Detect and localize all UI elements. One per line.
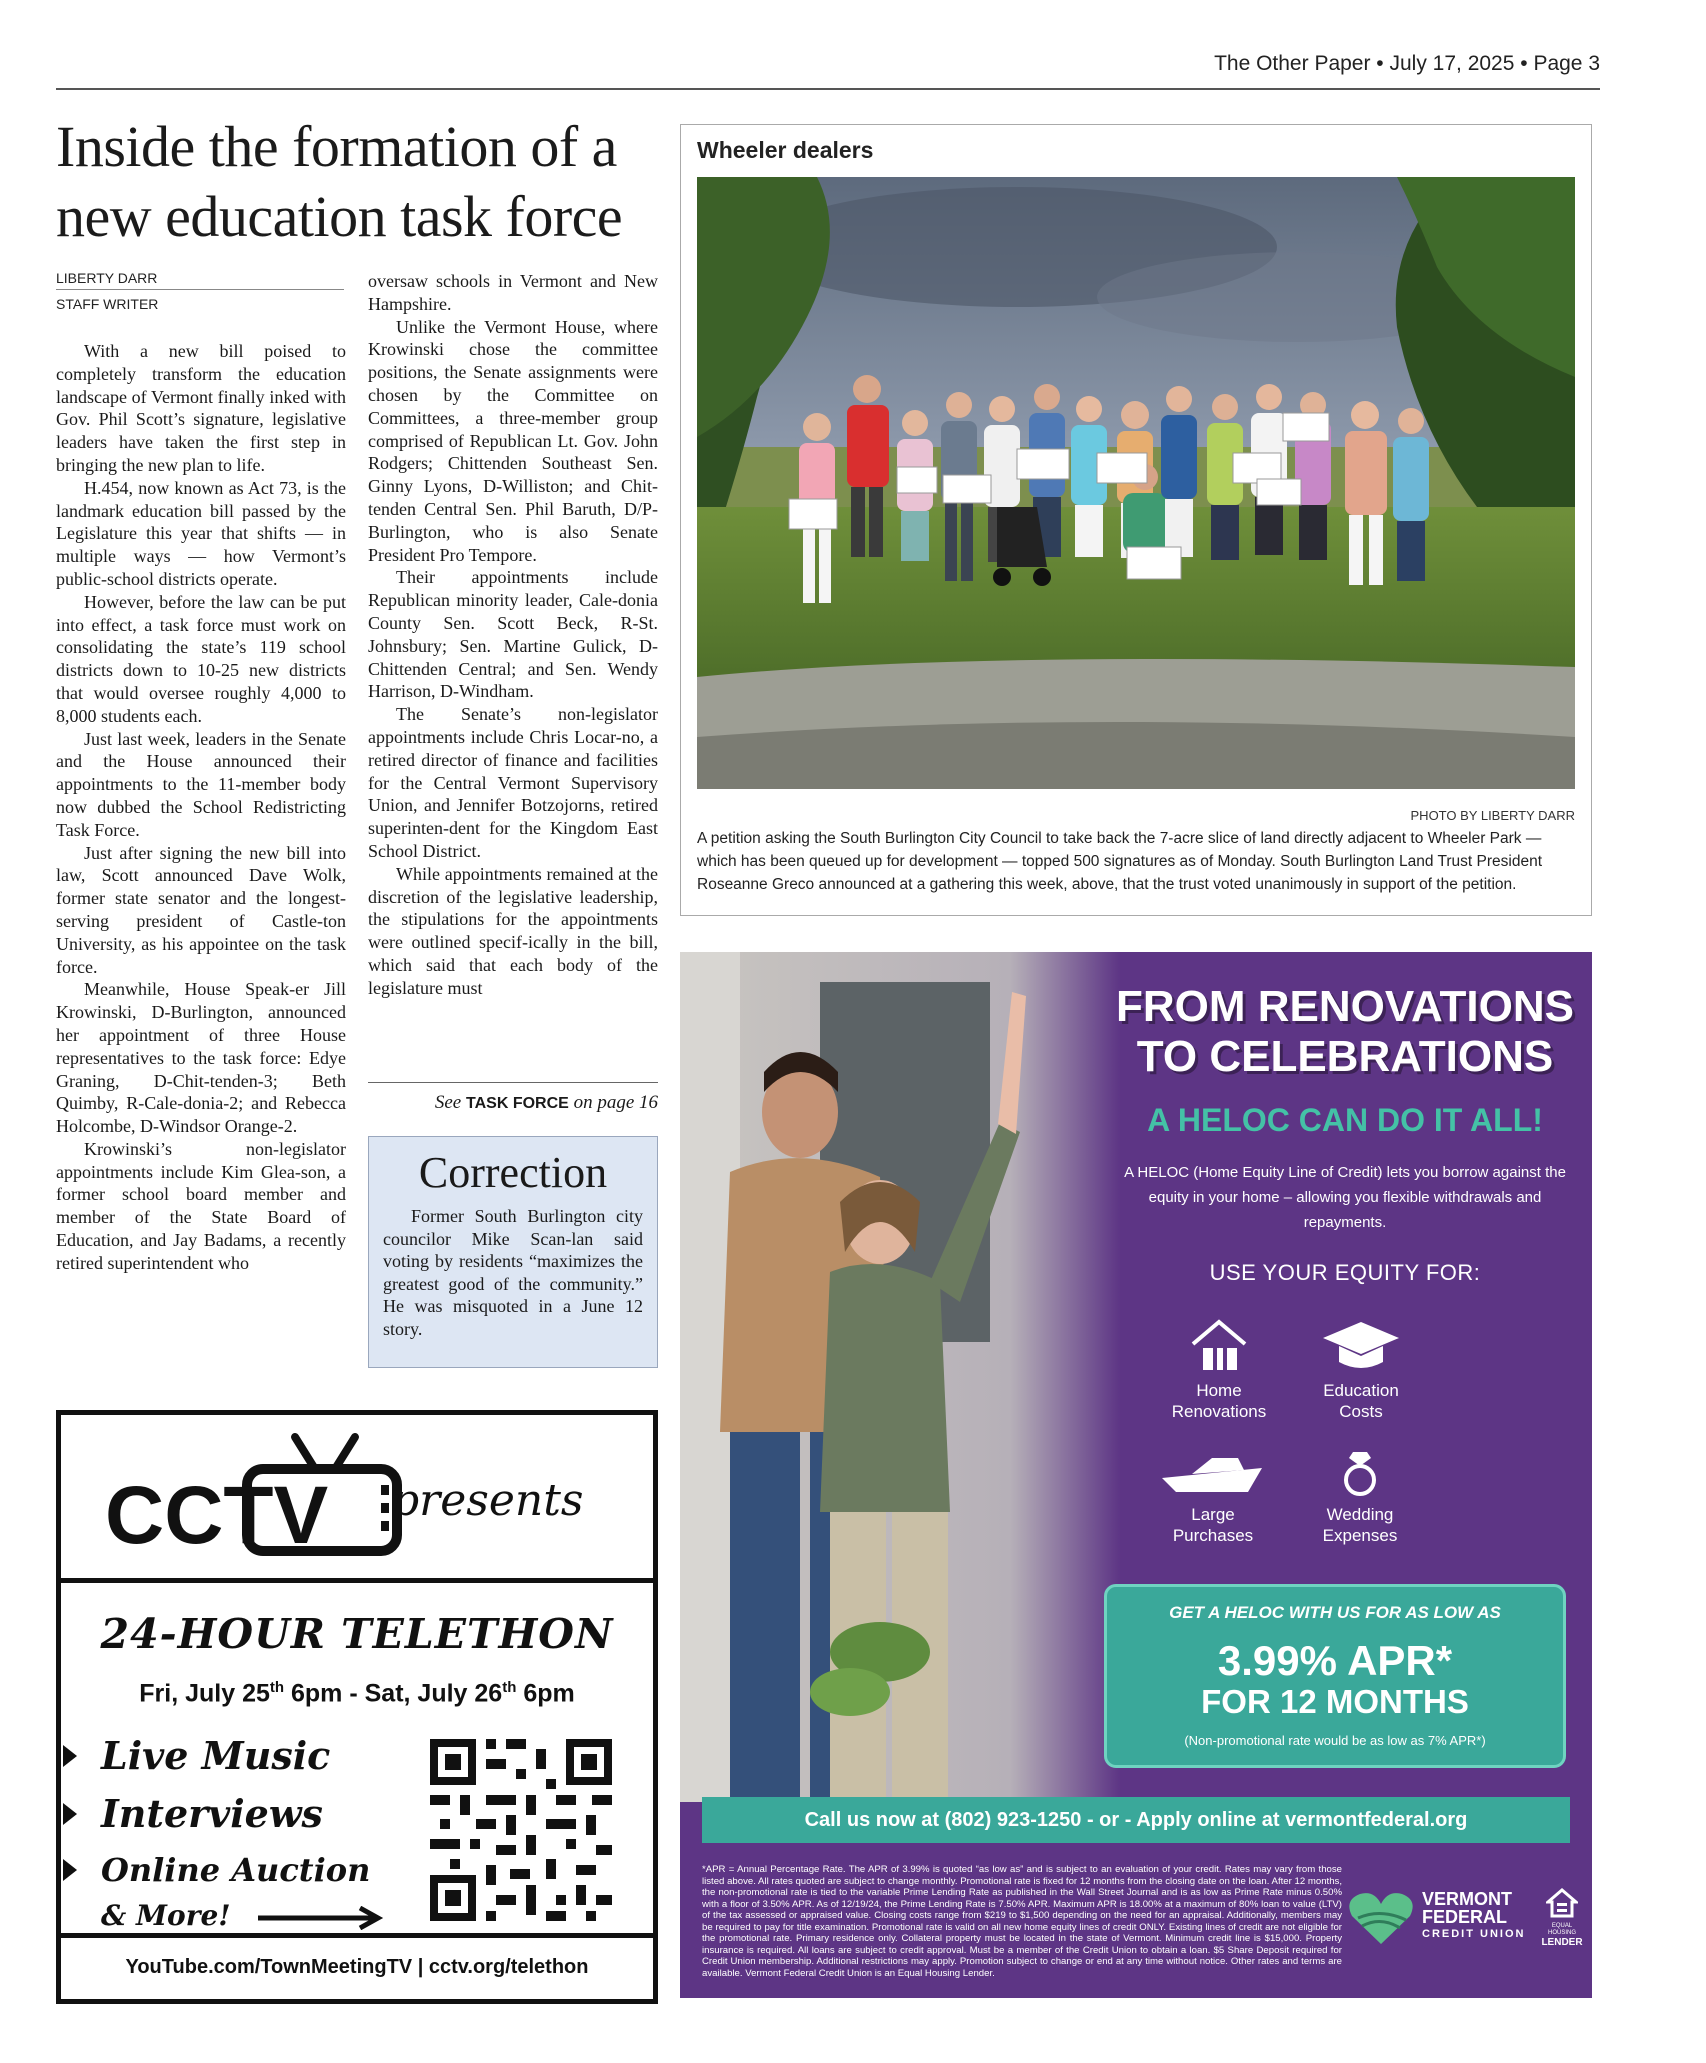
use-line-2: Costs	[1339, 1402, 1383, 1421]
cctv-tv-logo	[105, 1425, 435, 1575]
boat-icon	[1158, 1448, 1268, 1498]
photo-title: Wheeler dealers	[697, 137, 874, 163]
cctv-logo-area	[61, 1415, 653, 1583]
heloc-advertisement[interactable]	[680, 952, 1592, 1998]
feature-live-music: Live Music	[101, 1733, 331, 1778]
heart-logo-icon	[1348, 1890, 1414, 1946]
paragraph: Their appointments include Republican minority leader, Cale-donia County Sen. Scott Beck, R-St. Johnsbury; Sen. Martine Gulick, D-Chittenden Central; and Sen. Wendy Harrison, D-Windham.	[368, 567, 658, 702]
paragraph: Just last week, leaders in the Senate and the House announced their appointments to the 11-member body now dubbed the School Redistricting Task Force.	[56, 728, 346, 840]
byline-title: STAFF WRITER	[56, 296, 159, 312]
date-start-suffix: th	[269, 1679, 285, 1696]
use-wedding-expenses	[1285, 1448, 1435, 1546]
ring-icon	[1335, 1448, 1385, 1498]
jump-see: See	[434, 1092, 462, 1113]
logo-line-3: CREDIT UNION	[1422, 1928, 1526, 1940]
paragraph: With a new bill poised to completely transform the education landscape of Vermont finally inked with Gov. Phil Scott’s signature, legislative leaders have taken the first step in bringing the new plan to life.	[56, 341, 346, 475]
use-line-1: Large	[1191, 1505, 1235, 1524]
more-label: & More!	[101, 1899, 231, 1932]
logo-name	[1422, 1890, 1512, 1926]
paragraph: The Senate’s non-legislator appointments include Chris Locar-no, a retired director of finance and facilities for the Central Vermont Supervisory Union, and Jennifer Botzojorns, retired superinten-dent for the Kingdom East School District.	[368, 704, 658, 861]
feature-interviews: Interviews	[101, 1791, 323, 1836]
house-tools-icon	[1189, 1318, 1249, 1374]
cctv-links[interactable]: YouTube.com/TownMeetingTV | cctv.org/telethon	[61, 1933, 653, 1999]
article-column-1	[56, 340, 346, 1275]
offer-intro: GET A HELOC WITH US FOR AS LOW AS	[1169, 1603, 1501, 1622]
group-photo	[697, 177, 1575, 789]
call-apply-banner[interactable]: Call us now at (802) 923-1250 - or - Apply online at vermontfederal.org	[702, 1797, 1570, 1843]
paragraph: Meanwhile, House Speak-er Jill Krowinski, D-Burlington, announced her appointment of three House representatives to the task force: Edye Graning, D-Chit-tenden-3; Beth Quimby, R-Cale-donia-2; and Rebecca Holcombe, D-Windsor Orange-2.	[56, 979, 346, 1137]
paragraph: H.454, now known as Act 73, is the landmark education bill passed by the Legislature this year that shifts — in multiple ways — how Vermont’s public-school districts operate.	[56, 477, 346, 589]
paragraph: Just after signing the new bill into law, Scott announced Dave Wolk, former state senator and the longest-serving president of Castle-ton University, as his appointee on the task force.	[56, 842, 346, 977]
equal-housing-lender	[1540, 1888, 1584, 1948]
cctv-logo-text: CCTV	[105, 1470, 329, 1561]
page-header	[56, 50, 1600, 90]
ehl-line-1: EQUAL HOUSING	[1547, 1923, 1576, 1936]
cctv-telethon-ad[interactable]	[56, 1410, 658, 2004]
telethon-title: 24-HOUR TELETHON	[100, 1610, 614, 1658]
jump-page: on page 16	[573, 1092, 658, 1113]
couple-photo	[680, 952, 1120, 1802]
qr-code-icon[interactable]	[426, 1735, 616, 1925]
graduation-cap-icon	[1321, 1318, 1401, 1374]
use-line-2: Renovations	[1171, 1402, 1267, 1421]
use-line-2: Expenses	[1322, 1526, 1398, 1545]
ad-subheadline: A HELOC CAN DO IT ALL!	[1147, 1102, 1543, 1138]
fine-print: *APR = Annual Percentage Rate. The APR of 3.99% is quoted “as low as” and is subject to an evaluation of your credit. Rates may vary from those listed above. All rates quoted are subject to change monthly. Promotional rate is fixed for 12 months from the closing date on the loan. After 12 months, the non-promotional rate is tied to the variable Prime Lending Rate as published in the Wall Street Journal and is as low as Prime Rate minus 0.50% with a floor of 3.50% APR. As of 12/19/24, the Prime Lending Rate is 7.50% APR. Maximum APR is 18.00% at a maximum of 80% loan to value (LTV) of the tax assessed or appraised value. Closing costs range from $219 to $1,500 depending on the need for an appraisal. Additionally, members may be required to pay for title examination. Promotional rate is valid on all new home equity lines of credit ONLY. Existing lines of credit are not eligible for the promotional rate. Primary residence only. Collateral property must be located in the state of Vermont. Minimum credit line is $15,000. Property insurance is required. All loans are subject to credit approval. Must be a member of the Credit Union to obtain a loan. $5 Share Deposit required for Credit Union membership. Additional restrictions may apply. Promotion subject to change or end at any time without notice. Other rates and terms are available. Vermont Federal Credit Union is an Equal Housing Lender.	[702, 1864, 1342, 1979]
offer-note: (Non-promotional rate would be as low as 7% APR*)	[1184, 1733, 1486, 1748]
use-line-2: Purchases	[1172, 1526, 1254, 1545]
photo-feature	[680, 124, 1592, 916]
date-end: 6pm	[516, 1679, 575, 1708]
ad-use-heading: USE YOUR EQUITY FOR:	[1209, 1260, 1481, 1285]
date-end-suffix: th	[502, 1679, 517, 1696]
ehl-line-2: LENDER	[1541, 1937, 1583, 1948]
paragraph: Krowinski’s non-legislator appointments include Kim Glea-son, a former school board member and member of the State Board of Education, and Jay Badams, a recently retired superintendent who	[56, 1138, 346, 1273]
offer-term: FOR 12 MONTHS	[1201, 1683, 1469, 1720]
date-mid: 6pm - Sat, July 26	[284, 1679, 503, 1708]
photo-credit: PHOTO BY LIBERTY DARR	[1410, 808, 1575, 823]
logo-line-2: FEDERAL	[1422, 1907, 1507, 1927]
use-line-1: Wedding	[1326, 1505, 1394, 1524]
use-large-purchases	[1138, 1448, 1288, 1546]
couple-photo-illustration	[680, 952, 1120, 1802]
paragraph: However, before the law can be put into effect, a task force must work on consolidating the state’s 119 school districts down to 10-25 new districts that would oversee roughly 4,000 to 8,000 students each.	[56, 591, 346, 726]
continued-jump-line[interactable]	[368, 1092, 658, 1114]
use-line-1: Education	[1323, 1381, 1399, 1400]
ad-headline-line-2: TO CELEBRATIONS	[1136, 1032, 1554, 1081]
use-line-1: Home	[1196, 1381, 1242, 1400]
use-home-renovations	[1144, 1318, 1294, 1422]
arrow-right-icon	[256, 1906, 386, 1930]
correction-text: Former South Burlington city councilor Mike Scan-lan said voting by residents “maximizes the greatest good of the community.” He was misquoted in a June 12 story.	[383, 1206, 643, 1339]
paragraph: Unlike the Vermont House, where Krowinski chose the committee positions, the Senate assignments were chosen by the Committee on Committees, a three-member group comprised of Republican Lt. Gov. John Rodgers; Chittenden Southeast Sen. Ginny Lyons, D-Williston; and Chit-tenden Central Sen. Phil Baruth, D/P-Burlington, who is also Senate President Pro Tempore.	[368, 316, 658, 565]
ad-headline	[1110, 982, 1580, 1082]
jump-divider	[368, 1082, 658, 1083]
offer-rate: 3.99% APR*	[1217, 1637, 1453, 1684]
correction-title: Correction	[418, 1148, 608, 1197]
ad-headline-line-1: FROM RENOVATIONS	[1116, 982, 1574, 1031]
ad-description: A HELOC (Home Equity Line of Credit) lets you borrow against the equity in your home – allowing you flexible withdrawals and repayments.	[1124, 1164, 1566, 1231]
telethon-dates	[61, 1679, 653, 1708]
jump-target: TASK FORCE	[466, 1095, 569, 1112]
feature-more	[101, 1899, 386, 1932]
photo-caption: A petition asking the South Burlington City Council to take back the 7-acre slice of land directly adjacent to Wheeler Park — which has been queued up for development — topped 500 signatures as of Monday. South Burlington Land Trust President Roseanne Greco announced at a gathering this week, above, that the trust voted unanimously in support of the petition.	[697, 830, 1543, 893]
article-headline: Inside the formation of a new education task force	[56, 114, 623, 249]
rate-offer-box[interactable]	[1104, 1584, 1566, 1768]
article-column-2	[368, 270, 658, 1000]
folio: The Other Paper • July 17, 2025 • Page 3	[1214, 52, 1600, 75]
logo-line-1: VERMONT	[1422, 1889, 1512, 1909]
use-education-costs	[1286, 1318, 1436, 1422]
byline	[56, 270, 344, 312]
cctv-presents: presents	[391, 1475, 584, 1526]
byline-name: LIBERTY DARR	[56, 270, 344, 290]
vermont-federal-logo	[1348, 1886, 1583, 1956]
group-photo-illustration	[697, 177, 1575, 789]
paragraph: While appointments remained at the discretion of the legislative leadership, the stipulations for the appointments were outlined specif-ically in the bill, which said that each body of the legislature must	[368, 863, 658, 998]
paragraph: oversaw schools in Vermont and New Hampshire.	[368, 271, 658, 314]
date-start: Fri, July 25	[139, 1679, 270, 1708]
feature-online-auction: Online Auction	[101, 1851, 371, 1889]
correction-box	[368, 1136, 658, 1368]
equal-housing-icon	[1546, 1888, 1578, 1918]
